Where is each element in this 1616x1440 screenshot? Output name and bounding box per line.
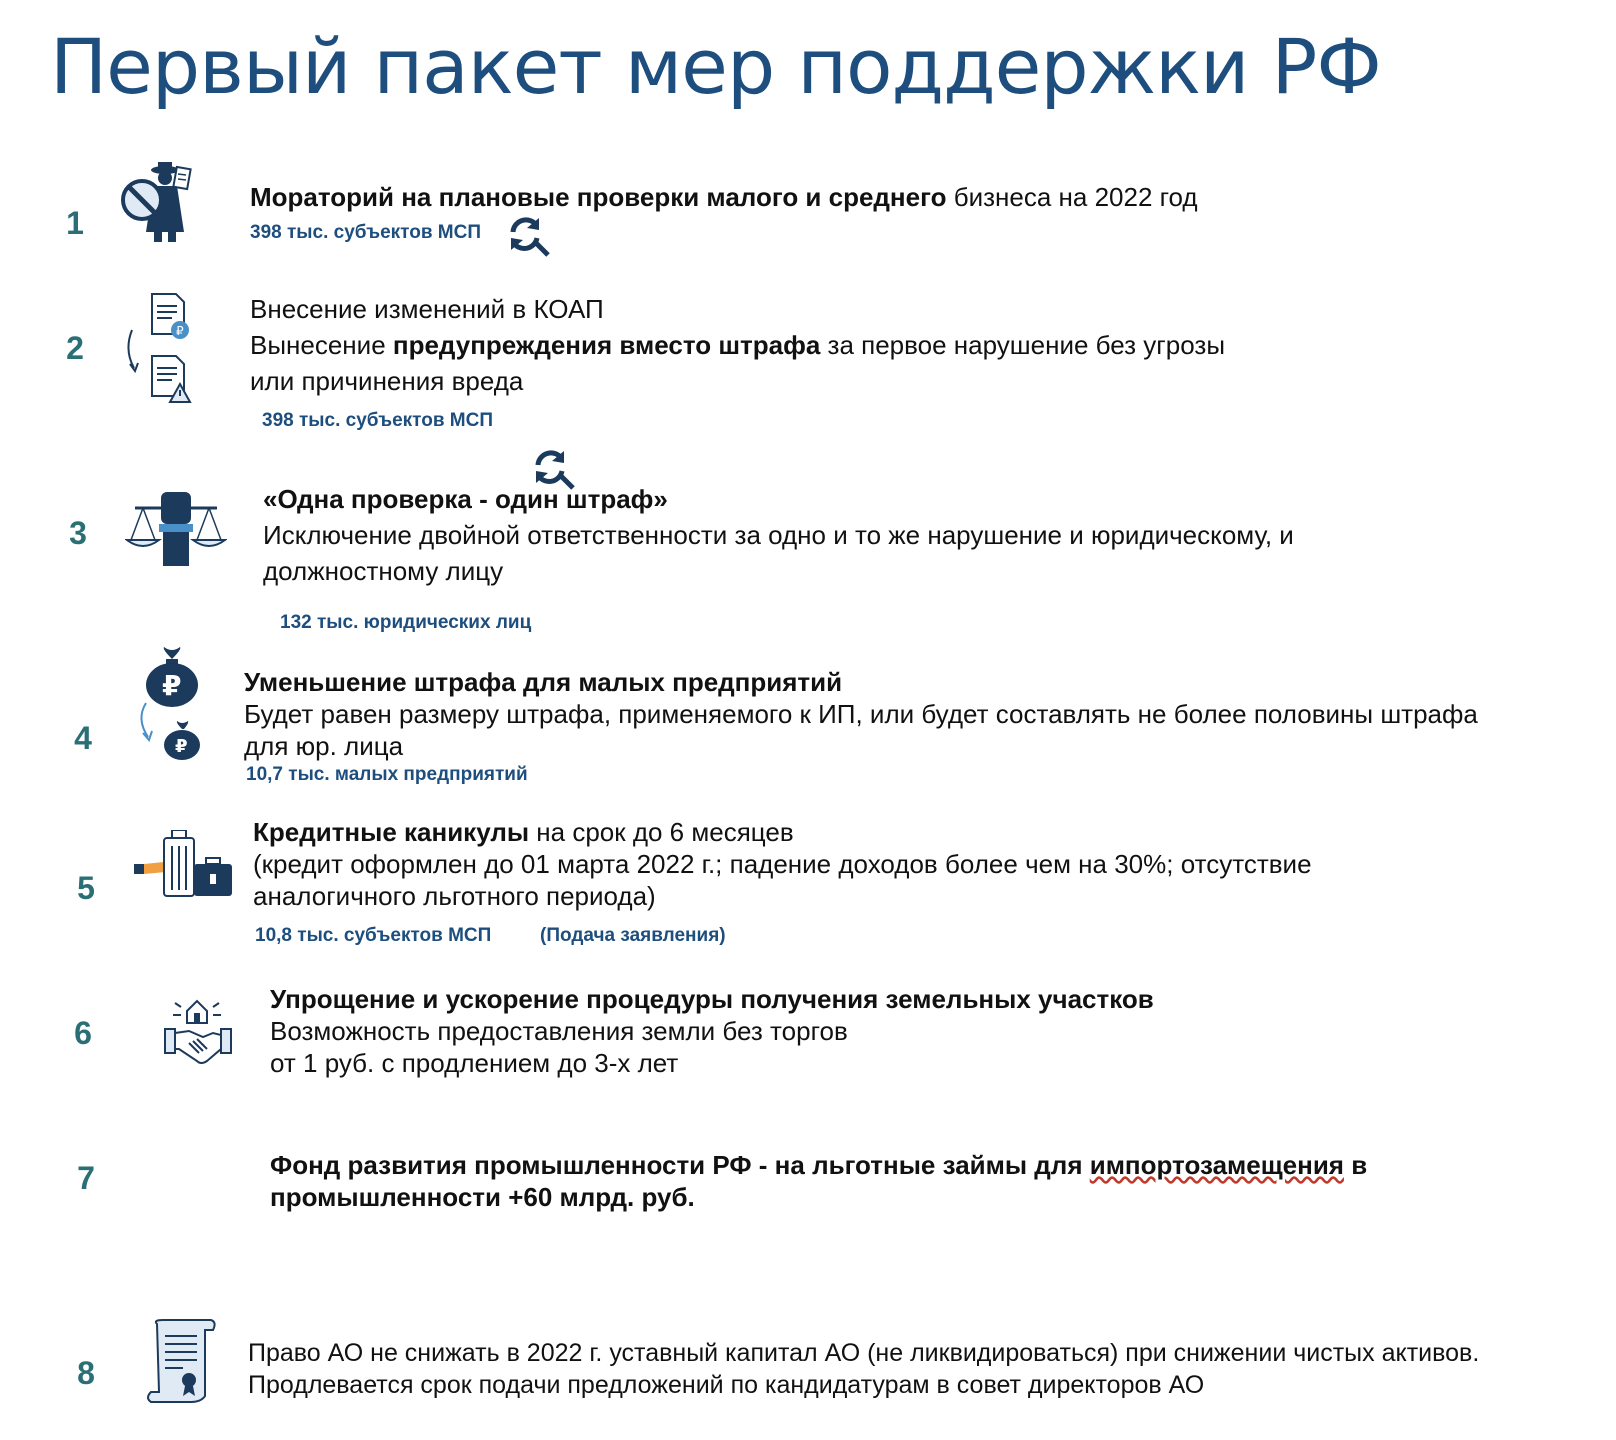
item-5-stat: 10,8 тыс. субъектов МСП [255,925,492,946]
item-3-line-2: Исключение двойной ответственности за одно и то же нарушение и юридическому, и [263,520,1294,550]
item-number: 2 [66,330,84,366]
luggage-icon [134,830,238,902]
item-5-stat-note: (Подача заявления) [540,925,726,946]
item-1-stat: 398 тыс. субъектов МСП [250,222,482,243]
item-3-stat: 132 тыс. юридических лиц [280,612,532,633]
svg-text:₽: ₽ [176,324,184,338]
item-8-line-1: Право АО не снижать в 2022 г. уставный капитал АО (не ликвидироваться) при снижении чистых активов. [248,1339,1480,1367]
item-number: 1 [66,205,84,241]
item-2-stat: 398 тыс. субъектов МСП [262,410,494,431]
certificate-scroll-icon [143,1318,219,1404]
item-1-text: Мораторий на плановые проверки малого и среднего бизнеса на 2022 год [250,182,1198,212]
item-2-line-1: Внесение изменений в КОАП [250,294,604,324]
scales-fist-icon [125,490,227,570]
item-number: 8 [77,1355,95,1391]
item-7-line-2: промышленности +60 млрд. руб. [270,1182,695,1212]
item-7-line-1: Фонд развития промышленности РФ - на льготные займы для импортозамещения в [270,1150,1368,1180]
item-number: 5 [77,870,95,906]
item-number: 7 [77,1160,95,1196]
refresh-search-icon [505,212,551,258]
item-3-line-3: должностному лицу [263,556,504,586]
item-4-title: Уменьшение штрафа для малых предприятий [244,667,843,697]
inspector-icon [120,160,200,245]
item-5-line-3: аналогичного льготного периода) [253,881,656,911]
svg-text:₽: ₽ [175,736,188,757]
item-5-line-1: Кредитные каникулы на срок до 6 месяцев [253,817,794,847]
handshake-house-icon [163,995,233,1069]
item-6-title: Упрощение и ускорение процедуры получения земельных участков [270,984,1154,1014]
page-title: Первый пакет мер поддержки РФ [50,22,1381,111]
svg-text:₽: ₽ [162,669,182,702]
item-number: 4 [74,720,92,756]
item-4-stat: 10,7 тыс. малых предприятий [246,764,528,785]
item-2-line-3: или причинения вреда [250,366,524,396]
item-5-line-2: (кредит оформлен до 01 марта 2022 г.; падение доходов более чем на 30%; отсутствие [253,849,1312,879]
item-6-line-3: от 1 руб. с продлением до 3-х лет [270,1048,679,1078]
item-number: 6 [74,1015,92,1051]
item-3-title: «Одна проверка - один штраф» [263,484,668,514]
money-bags-icon [132,645,212,765]
item-6-line-2: Возможность предоставления земли без торгов [270,1016,848,1046]
item-4-line-2: Будет равен размеру штрафа, применяемого к ИП, или будет составлять не более половины штрафа [244,699,1478,729]
item-2-line-2: Вынесение предупреждения вместо штрафа за первое нарушение без угрозы [250,330,1226,360]
item-8-line-2: Продлевается срок подачи предложений по кандидатурам в совет директоров АО [248,1371,1205,1399]
item-number: 3 [69,515,87,551]
documents-icon [122,292,200,410]
item-4-line-3: для юр. лица [244,731,404,761]
